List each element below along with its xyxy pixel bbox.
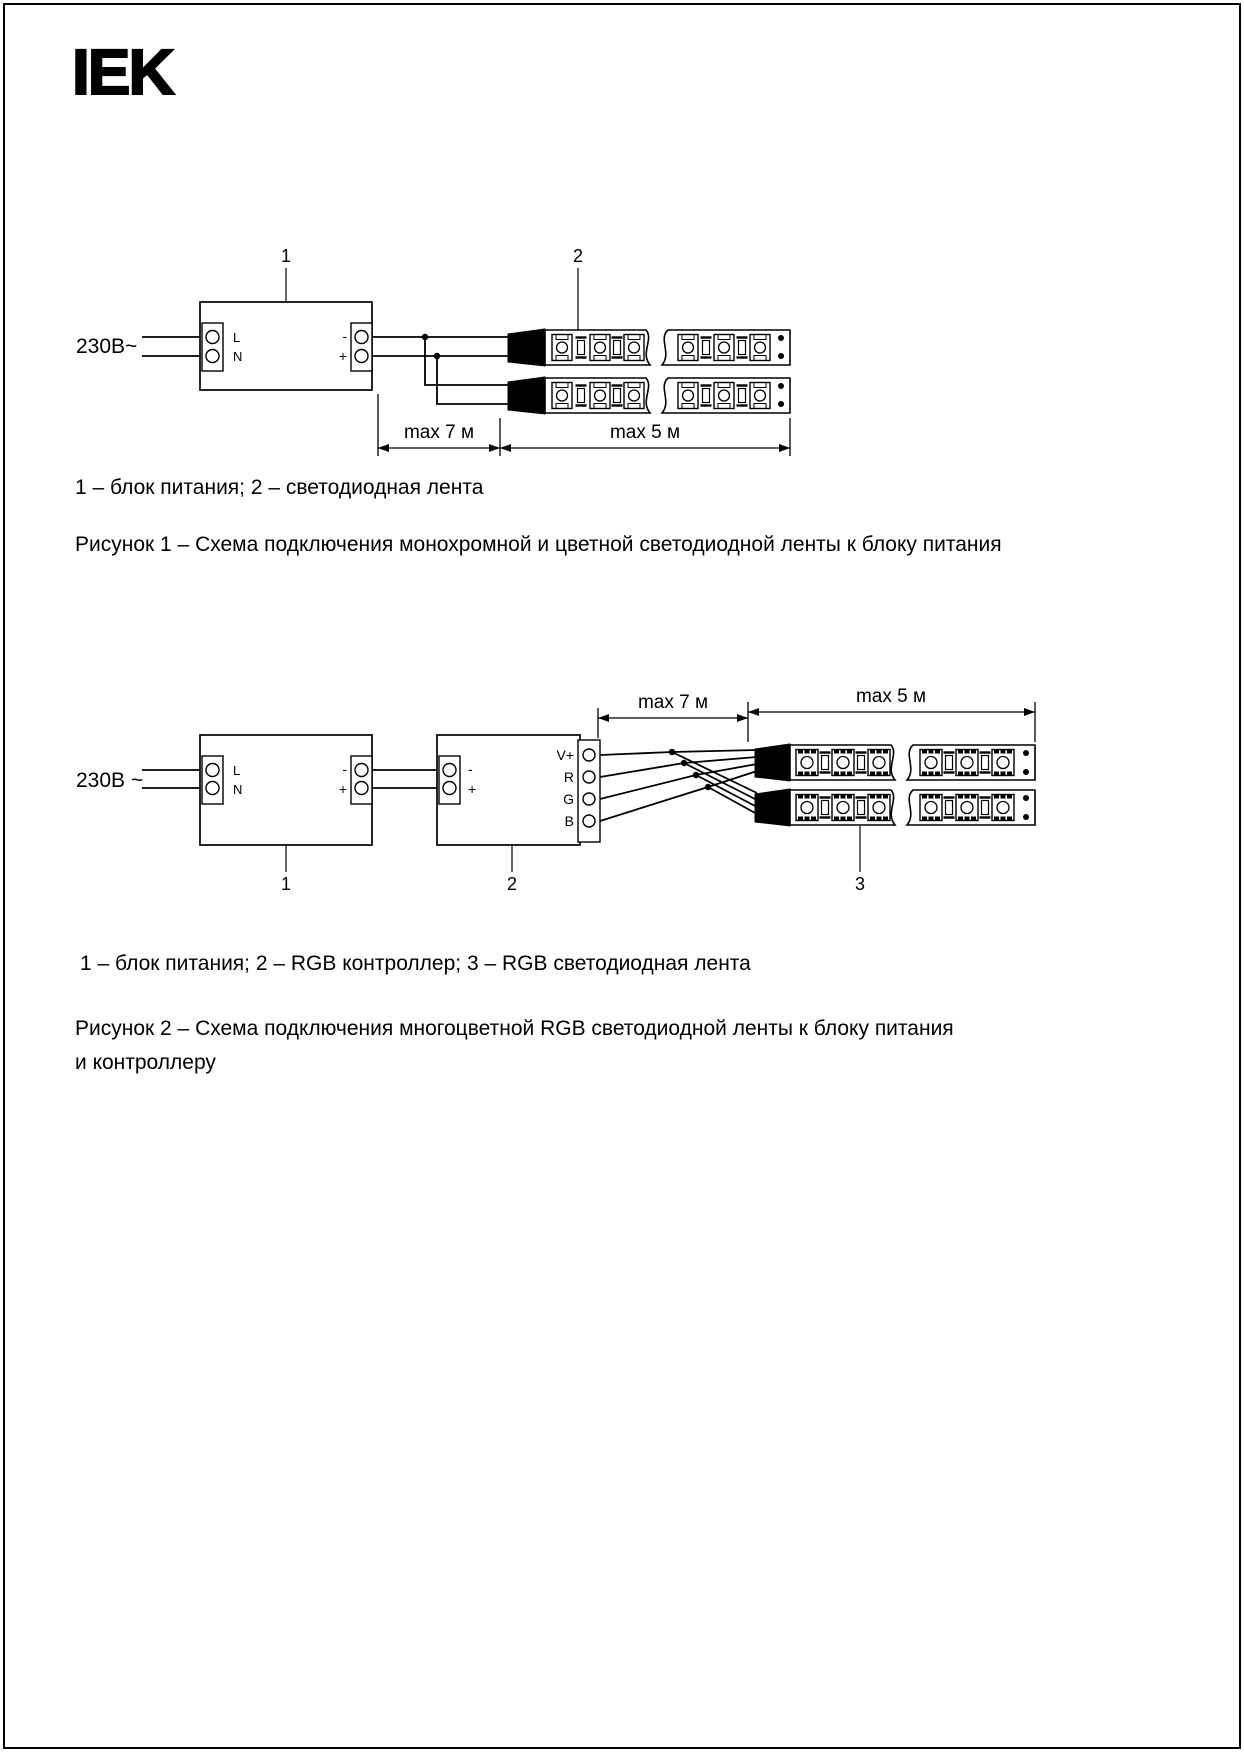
terminal-screw (355, 350, 368, 363)
junction-dot (422, 334, 428, 340)
fig2-ctrl-terminal-minus-label: - (468, 761, 473, 777)
fig2-dim-7m-label: max 7 м (637, 692, 709, 713)
rgb-led-chip-icon (920, 795, 942, 821)
fig2-psu-terminal-l-label: L (233, 763, 241, 778)
rgb-led-chip-icon (920, 750, 942, 776)
terminal-screw (206, 350, 219, 363)
fig2-voltage-label: 230В ~ (76, 769, 144, 792)
wire-b-branch (708, 787, 757, 814)
rgb-led-chip-icon (832, 795, 854, 821)
rgb-led-chip-icon (992, 750, 1014, 776)
fig2-callout-2 (507, 845, 517, 894)
terminal-screw (206, 331, 219, 344)
strip-end-hole (778, 335, 784, 341)
junction-dot (705, 784, 711, 790)
led-chip-icon (624, 383, 644, 409)
fig1-output-wiring (372, 334, 512, 404)
junction-dot (669, 749, 675, 755)
fig2-caption (75, 1012, 954, 1080)
fig1-callout-1 (281, 246, 291, 302)
fig2-out-vplus-label: V+ (556, 747, 574, 763)
led-chip-icon (590, 383, 610, 409)
terminal-screw (355, 764, 368, 777)
arrowhead-icon (500, 444, 511, 452)
fig2-callout-3-label: 3 (854, 874, 866, 894)
rgb-led-chip-icon (992, 795, 1014, 821)
fig2-power-supply (200, 735, 372, 845)
fig2-out-b-label: B (564, 813, 574, 829)
led-chip-icon (678, 335, 698, 361)
arrowhead-icon (748, 708, 759, 716)
junction-dot (434, 353, 440, 359)
wire-g-branch (696, 775, 757, 807)
fig1-psu-terminal-plus-label: + (338, 348, 347, 364)
led-chip-icon (714, 335, 734, 361)
fig1-led-strip-1 (508, 329, 790, 366)
iek-logo: IEK (72, 36, 173, 108)
junction-dot (693, 772, 699, 778)
fig1-power-supply (200, 302, 372, 390)
fig2-callout-3 (855, 826, 865, 894)
fig2-rgb-strip-2 (755, 789, 1035, 826)
terminal-screw (583, 749, 595, 761)
led-chip-icon (750, 335, 770, 361)
fig2-rgb-strip-1 (755, 744, 1035, 781)
rgb-led-chip-icon (832, 750, 854, 776)
fig1-psu-terminal-l-label: L (233, 330, 241, 345)
fig1-callout-2-label: 2 (572, 246, 584, 266)
rgb-led-chip-icon (868, 750, 890, 776)
fig2-caption-line1: Рисунок 2 – Схема подключения многоцветной RGB светодиодной ленты к блоку питания (75, 1017, 954, 1040)
fig1-callout-1-label: 1 (280, 246, 292, 266)
terminal-screw (583, 815, 595, 827)
terminal-screw (206, 764, 219, 777)
fig1-callout-2 (573, 246, 583, 330)
fig2-dimensions (598, 686, 1035, 742)
fig1-led-strip-2 (508, 377, 790, 414)
strip-connector (755, 744, 790, 781)
arrowhead-icon (378, 444, 389, 452)
fig1-legend: 1 – блок питания; 2 – светодиодная лента (75, 476, 484, 499)
fig2-ctrl-terminal-plus-label: + (468, 781, 477, 797)
fig2-psu-terminal-plus-label: + (338, 781, 347, 797)
figure2-diagram (0, 680, 1244, 905)
strip-end-hole (1023, 795, 1029, 801)
wire (437, 356, 512, 404)
fig2-callout-1 (281, 845, 291, 894)
rgb-led-chip-icon (796, 795, 818, 821)
junction-dot (681, 760, 687, 766)
fig1-psu-box (200, 302, 372, 390)
fig1-dim-5m-label: max 5 м (609, 422, 681, 443)
arrowhead-icon (779, 444, 790, 452)
terminal-screw (583, 793, 595, 805)
fig2-psu-terminal-n-label: N (233, 782, 243, 797)
terminal-screw (443, 764, 456, 777)
fig1-caption: Рисунок 1 – Схема подключения монохромной и цветной светодиодной ленты к блоку питания (75, 533, 1002, 556)
strip-end-hole (1023, 750, 1029, 756)
fig2-output-wiring (600, 749, 757, 821)
led-chip-icon (552, 383, 572, 409)
terminal-screw (355, 782, 368, 795)
fig2-out-g-label: G (563, 791, 574, 807)
led-chip-icon (678, 383, 698, 409)
rgb-led-chip-icon (956, 795, 978, 821)
terminal-screw (355, 331, 368, 344)
terminal-screw (206, 782, 219, 795)
strip-end-hole (778, 383, 784, 389)
fig2-callout-2-label: 2 (506, 874, 518, 894)
terminal-screw (443, 782, 456, 795)
strip-end-hole (1023, 769, 1029, 775)
fig1-psu-terminal-n-label: N (233, 349, 243, 364)
led-chip-icon (552, 335, 572, 361)
arrowhead-icon (1024, 708, 1035, 716)
fig1-dim-7m-label: max 7 м (403, 422, 475, 443)
fig2-psu-terminal-minus-label: - (342, 761, 347, 777)
fig2-caption-line2: и контроллеру (75, 1051, 216, 1074)
arrowhead-icon (489, 444, 500, 452)
led-chip-icon (590, 335, 610, 361)
strip-end-hole (778, 353, 784, 359)
fig1-voltage-label: 230В~ (76, 335, 138, 358)
strip-end-hole (1023, 814, 1029, 820)
fig2-dim-5m-label: max 5 м (855, 686, 927, 707)
fig2-callout-1-label: 1 (280, 874, 292, 894)
fig2-out-r-label: R (563, 769, 574, 785)
strip-end-hole (778, 401, 784, 407)
rgb-led-chip-icon (868, 795, 890, 821)
strip-connector (508, 377, 545, 414)
figure1-diagram (0, 220, 1244, 470)
wire (425, 337, 512, 385)
terminal-screw (583, 771, 595, 783)
led-chip-icon (714, 383, 734, 409)
rgb-led-chip-icon (796, 750, 818, 776)
led-chip-icon (624, 335, 644, 361)
fig2-rgb-controller (437, 735, 600, 845)
arrowhead-icon (737, 714, 748, 722)
rgb-led-chip-icon (956, 750, 978, 776)
strip-connector (508, 329, 545, 366)
fig1-psu-terminal-minus-label: - (342, 328, 347, 344)
led-chip-icon (750, 383, 770, 409)
fig2-legend: 1 – блок питания; 2 – RGB контроллер; 3 – RGB светодиодная лента (80, 952, 751, 975)
arrowhead-icon (598, 714, 609, 722)
strip-connector (755, 789, 790, 826)
wire-r (600, 757, 757, 777)
